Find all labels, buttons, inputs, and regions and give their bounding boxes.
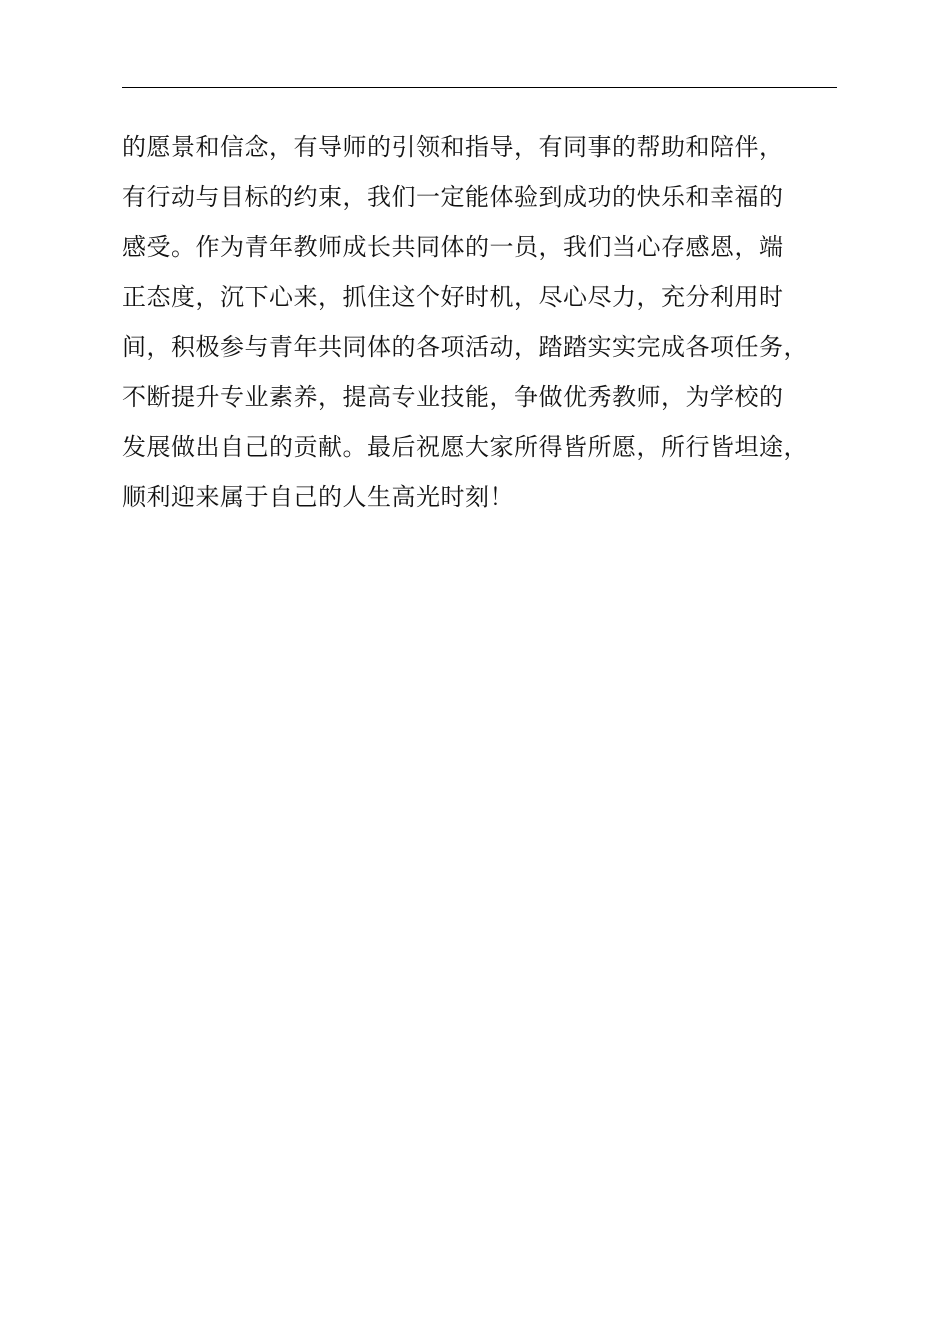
paragraph-line: 间，积极参与青年共同体的各项活动，踏踏实实完成各项任务， bbox=[122, 333, 808, 361]
paragraph-line: 顺利迎来属于自己的人生高光时刻！ bbox=[122, 483, 514, 511]
paragraph-line: 不断提升专业素养，提高专业技能，争做优秀教师，为学校的 bbox=[122, 383, 784, 411]
paragraph-line: 感受。作为青年教师成长共同体的一员，我们当心存感恩，端 bbox=[122, 233, 784, 261]
paragraph-line: 的愿景和信念，有导师的引领和指导，有同事的帮助和陪伴， bbox=[122, 133, 784, 161]
paragraph-line: 正态度，沉下心来，抓住这个好时机，尽心尽力，充分利用时 bbox=[122, 283, 784, 311]
header-rule bbox=[122, 87, 837, 88]
paragraph-line: 发展做出自己的贡献。最后祝愿大家所得皆所愿，所行皆坦途， bbox=[122, 433, 808, 461]
paragraph-line: 有行动与目标的约束，我们一定能体验到成功的快乐和幸福的 bbox=[122, 183, 784, 211]
body-paragraph bbox=[122, 122, 862, 522]
